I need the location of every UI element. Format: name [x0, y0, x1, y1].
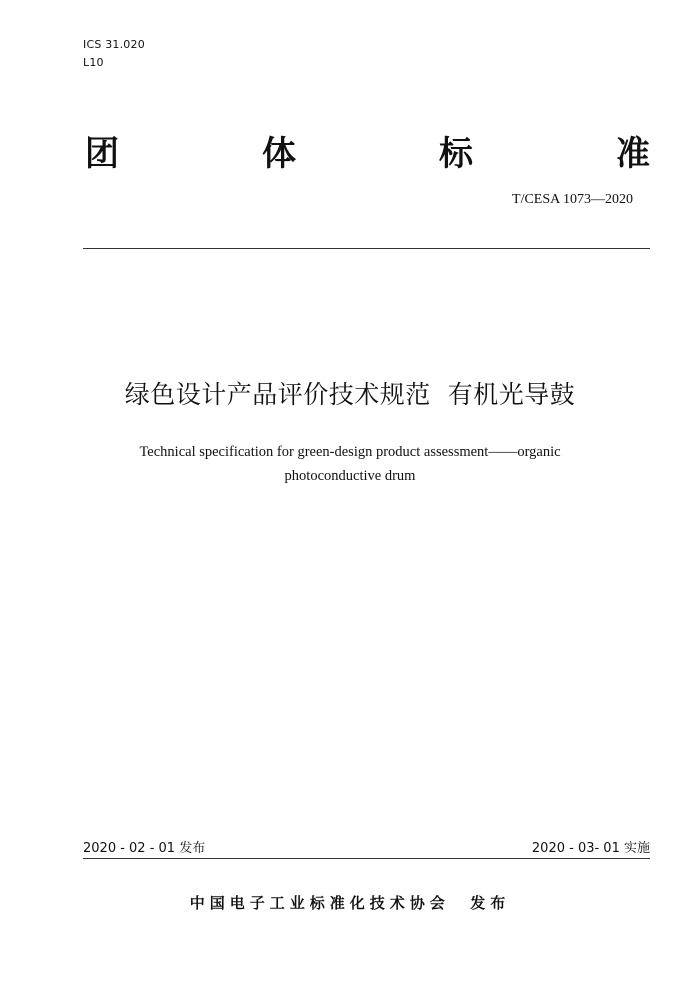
release-date: 2020 - 02 - 01 发布	[83, 841, 206, 856]
ics-code: ICS 31.020	[83, 38, 145, 51]
title-char-3: 标	[439, 134, 473, 174]
top-divider	[83, 248, 650, 249]
title-char-1: 团	[85, 134, 119, 174]
chinese-title: 绿色设计产品评价技术规范 有机光导鼓	[124, 380, 576, 409]
english-title-line-2: photoconductive drum	[284, 468, 416, 484]
classification-code: L10	[83, 56, 104, 69]
title-char-2: 体	[262, 134, 296, 174]
publisher: 中国电子工业标准化技术协会 发布	[189, 894, 511, 912]
title-char-4: 准	[616, 134, 650, 174]
standard-number: T/CESA 1073—2020	[512, 192, 633, 207]
implementation-date: 2020 - 03- 01 实施	[531, 841, 650, 856]
bottom-divider	[83, 858, 650, 859]
english-title-line-1: Technical specification for green-design product assessment——organic	[139, 444, 561, 460]
document-type-title	[85, 132, 650, 176]
